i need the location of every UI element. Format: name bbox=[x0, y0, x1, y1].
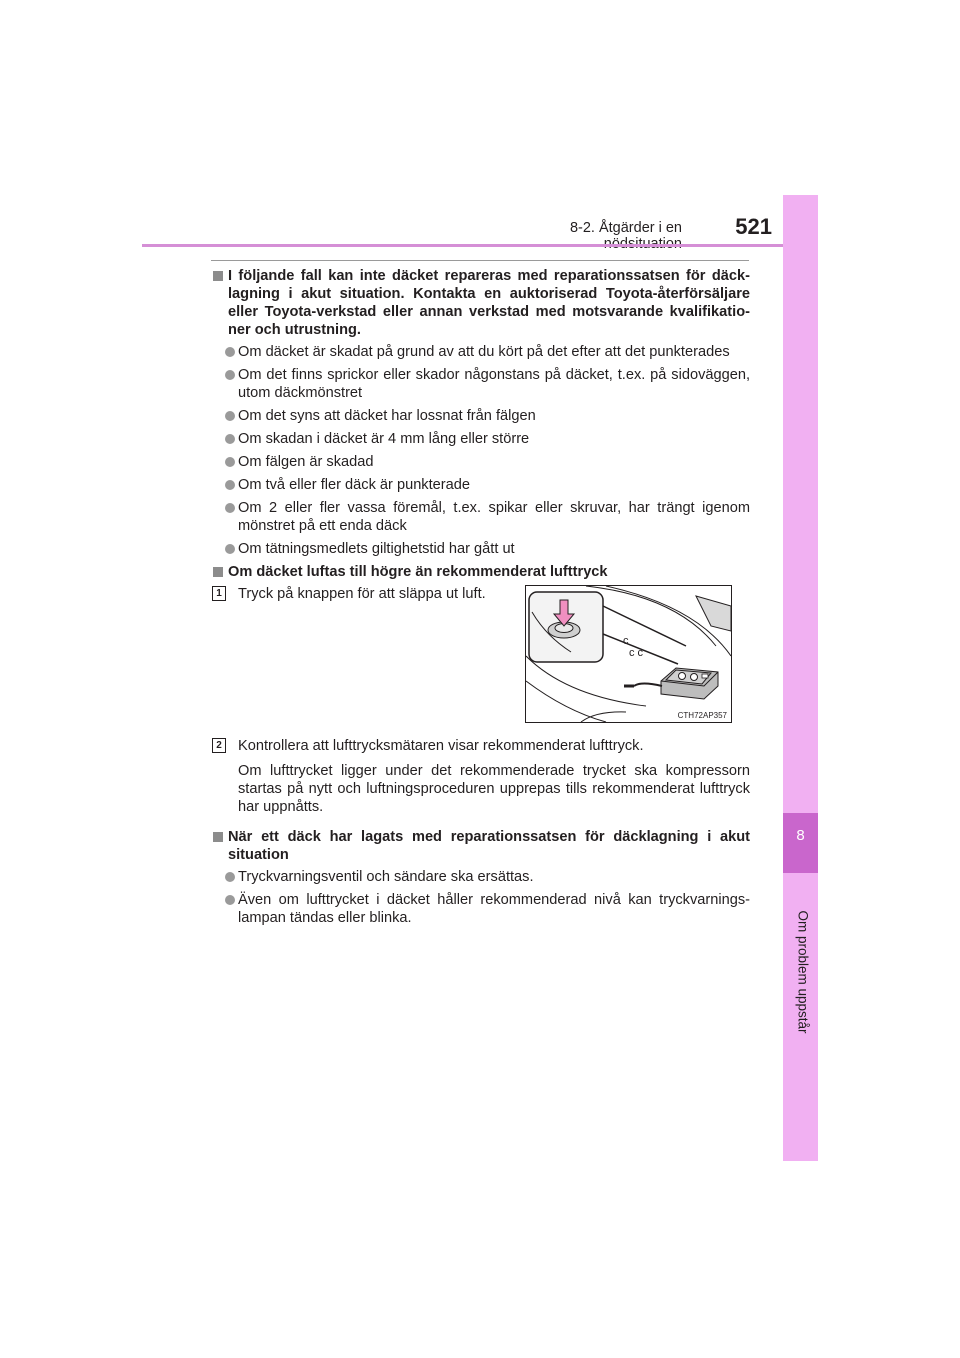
list-item bbox=[212, 540, 750, 558]
circle-bullet-icon bbox=[225, 434, 235, 444]
content-top-rule bbox=[211, 260, 749, 261]
list-item-text: Om fälgen är skadad bbox=[238, 454, 374, 470]
circle-bullet-icon bbox=[225, 457, 235, 467]
step-number-box: 1 bbox=[212, 586, 226, 601]
list-item-text: Om tätningsmedlets giltighetstid har gått ut bbox=[238, 541, 515, 557]
list-item bbox=[212, 499, 750, 535]
list-item bbox=[212, 891, 750, 927]
figure-code: CTH72AP357 bbox=[677, 711, 727, 720]
page-number: 521 bbox=[735, 214, 772, 239]
circle-bullet-icon bbox=[225, 411, 235, 421]
section-heading bbox=[212, 563, 750, 581]
step-note: Om lufttrycket ligger under det rekommenderade trycket ska kompressorn startas på nytt och luftningsproceduren upprepas tills rekommenderat lufttryck har uppnåtts. bbox=[238, 763, 750, 815]
circle-bullet-icon bbox=[225, 347, 235, 357]
svg-text:c: c bbox=[623, 635, 629, 647]
heading-text: Om däcket luftas till högre än rekommenderat lufttryck bbox=[228, 564, 608, 580]
list-item-text: Om däcket är skadat på grund av att du kört på det efter att det punkterades bbox=[238, 344, 730, 360]
list-item-text: Om skadan i däcket är 4 mm lång eller större bbox=[238, 431, 530, 447]
list-item-text: Om det finns sprickor eller skador någonstans på däcket, t.ex. på sidoväggen, utom däckmönstret bbox=[238, 367, 750, 401]
chapter-title: Om problem uppstår bbox=[795, 910, 811, 1034]
list-item bbox=[212, 430, 750, 448]
list-item bbox=[212, 343, 750, 361]
section-heading bbox=[212, 267, 750, 339]
illustration-compressor bbox=[525, 585, 732, 723]
square-bullet-icon bbox=[213, 832, 223, 842]
header-rule bbox=[142, 244, 818, 247]
section-heading bbox=[212, 828, 750, 864]
list-item bbox=[212, 366, 750, 402]
circle-bullet-icon bbox=[225, 480, 235, 490]
list-item bbox=[212, 868, 750, 886]
circle-bullet-icon bbox=[225, 872, 235, 882]
list-item bbox=[212, 453, 750, 471]
circle-bullet-icon bbox=[225, 895, 235, 905]
heading-text: I följande fall kan inte däcket repareras med reparationssatsen för däcklagning i akut situation. Kontakta en auktoriserad Toyota-återförsäljare eller Toyota-verkstad eller annan verkstad med motsvarande kvalifikationer och utrustning. bbox=[228, 268, 750, 338]
step-2 bbox=[212, 737, 750, 816]
list-item-text: Om två eller fler däck är punkterade bbox=[238, 477, 470, 493]
list-item-text: Om det syns att däcket har lossnat från fälgen bbox=[238, 408, 536, 424]
step-text: Kontrollera att lufttrycksmätaren visar rekommenderat lufttryck. bbox=[238, 738, 644, 754]
circle-bullet-icon bbox=[225, 544, 235, 554]
circle-bullet-icon bbox=[225, 370, 235, 380]
compressor-illustration-icon bbox=[526, 586, 731, 722]
square-bullet-icon bbox=[213, 271, 223, 281]
step-1 bbox=[212, 585, 518, 733]
list-item bbox=[212, 407, 750, 425]
section-title: 8-2. Åtgärder i en bbox=[569, 220, 682, 236]
list-item-text: Även om lufttrycket i däcket håller rekommenderad nivå kan tryckvarningslampan tändas eller blinka. bbox=[238, 892, 750, 926]
list-item-text: Tryckvarningsventil och sändare ska ersättas. bbox=[238, 869, 534, 885]
step-number-box: 2 bbox=[212, 738, 226, 753]
list-item bbox=[212, 476, 750, 494]
square-bullet-icon bbox=[213, 567, 223, 577]
list-item-text: Om 2 eller fler vassa föremål, t.ex. spikar eller skruvar, har trängt igenom mönstret på ett enda däck bbox=[238, 500, 750, 534]
step-text: Tryck på knappen för att släppa ut luft. bbox=[238, 586, 486, 602]
circle-bullet-icon bbox=[225, 503, 235, 513]
heading-text: När ett däck har lagats med reparationssatsen för däcklagning i akut situation bbox=[228, 829, 750, 863]
svg-text:c c: c c bbox=[629, 647, 644, 659]
chapter-number: 8 bbox=[796, 827, 805, 844]
